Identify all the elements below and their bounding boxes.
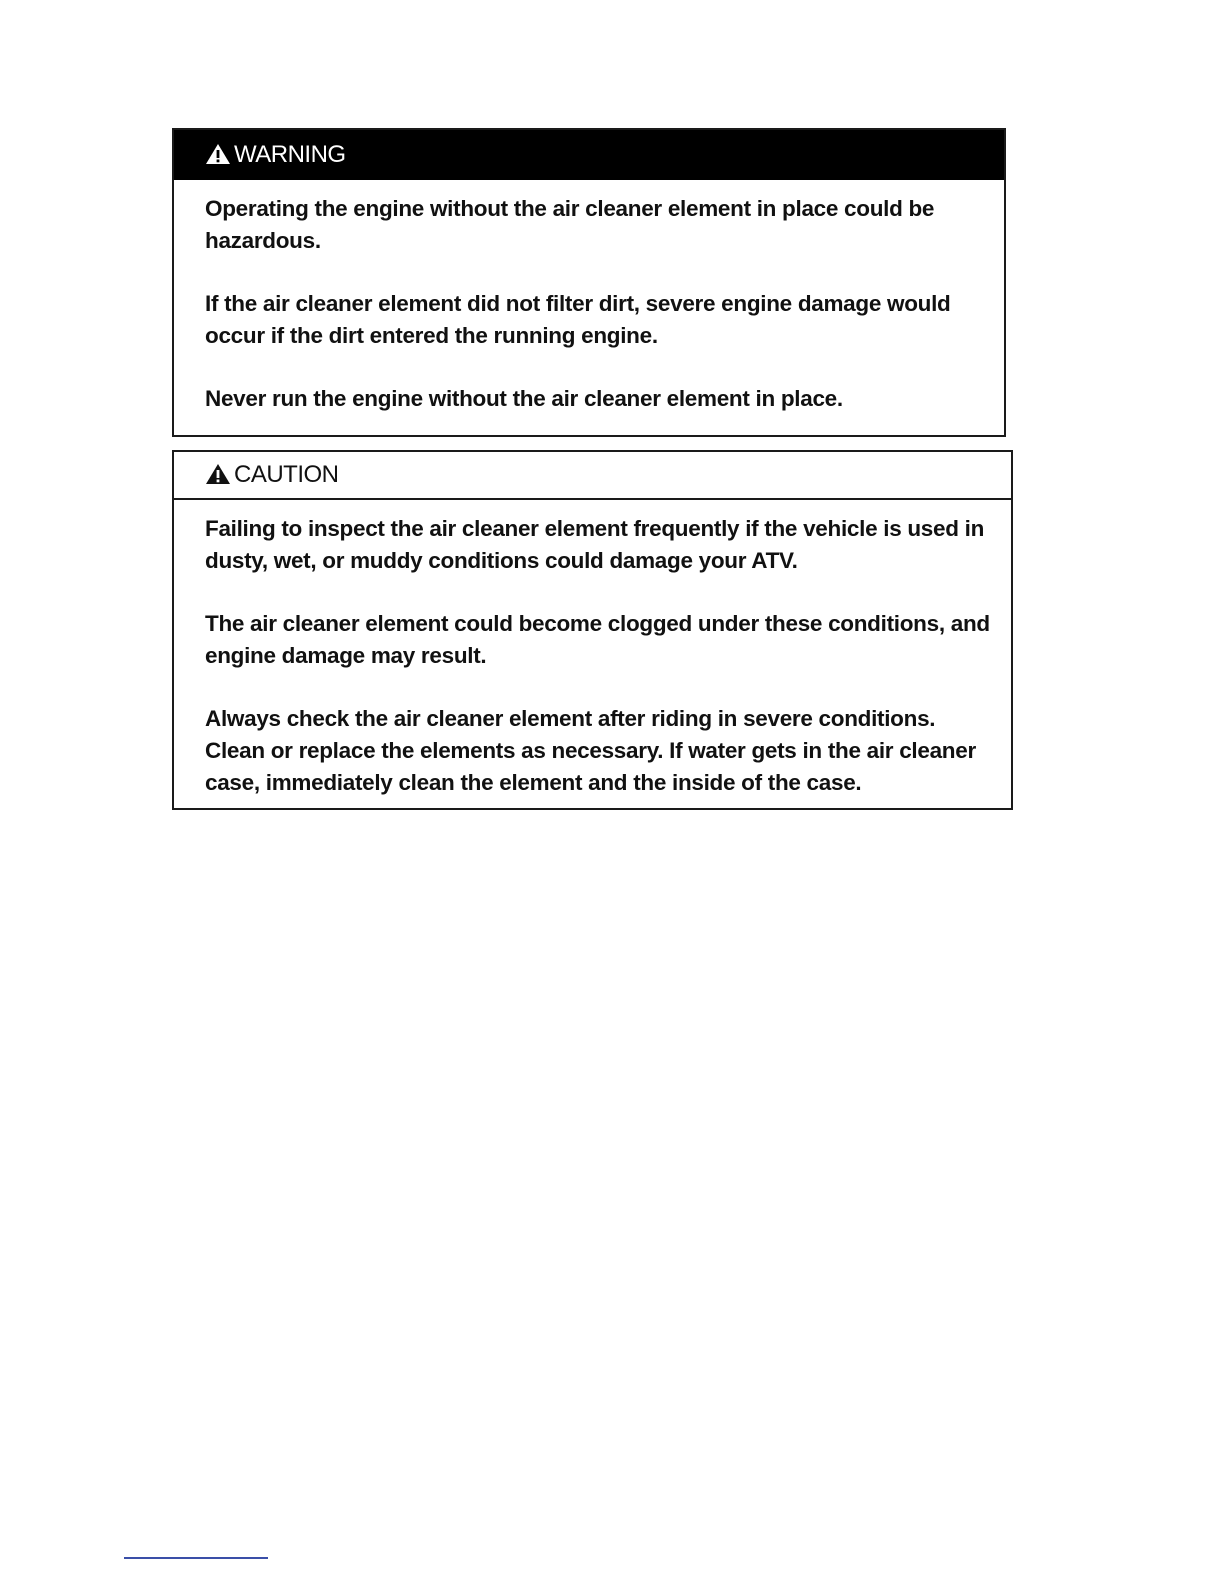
warning-paragraph: Never run the engine without the air cleaner element in place.: [205, 386, 843, 411]
alert-triangle-icon: [205, 143, 231, 165]
caution-paragraph: Always check the air cleaner element after riding in severe conditions. Clean or replace the elements as necessary. If water gets in the air cleaner case, immediately clean the element and the inside of the case.: [205, 706, 976, 795]
warning-body: [174, 180, 1004, 415]
warning-paragraph: Operating the engine without the air cleaner element in place could be hazardous.: [205, 196, 935, 253]
warning-box: [172, 128, 1006, 437]
caution-box: [172, 450, 1013, 810]
caution-paragraph: The air cleaner element could become clogged under these conditions, and engine damage may result.: [205, 611, 990, 668]
caution-header: [174, 452, 1011, 500]
alert-triangle-icon: [205, 463, 231, 485]
warning-label: WARNING: [234, 141, 346, 168]
caution-body: [174, 500, 1011, 799]
warning-paragraph: If the air cleaner element did not filter dirt, severe engine damage would occur if the dirt entered the running engine.: [205, 291, 951, 348]
caution-label: CAUTION: [234, 461, 339, 488]
warning-header: [174, 130, 1004, 180]
footnote-rule: [124, 1557, 268, 1559]
caution-paragraph: Failing to inspect the air cleaner element frequently if the vehicle is used in dusty, wet, or muddy conditions could damage your ATV.: [205, 516, 985, 573]
